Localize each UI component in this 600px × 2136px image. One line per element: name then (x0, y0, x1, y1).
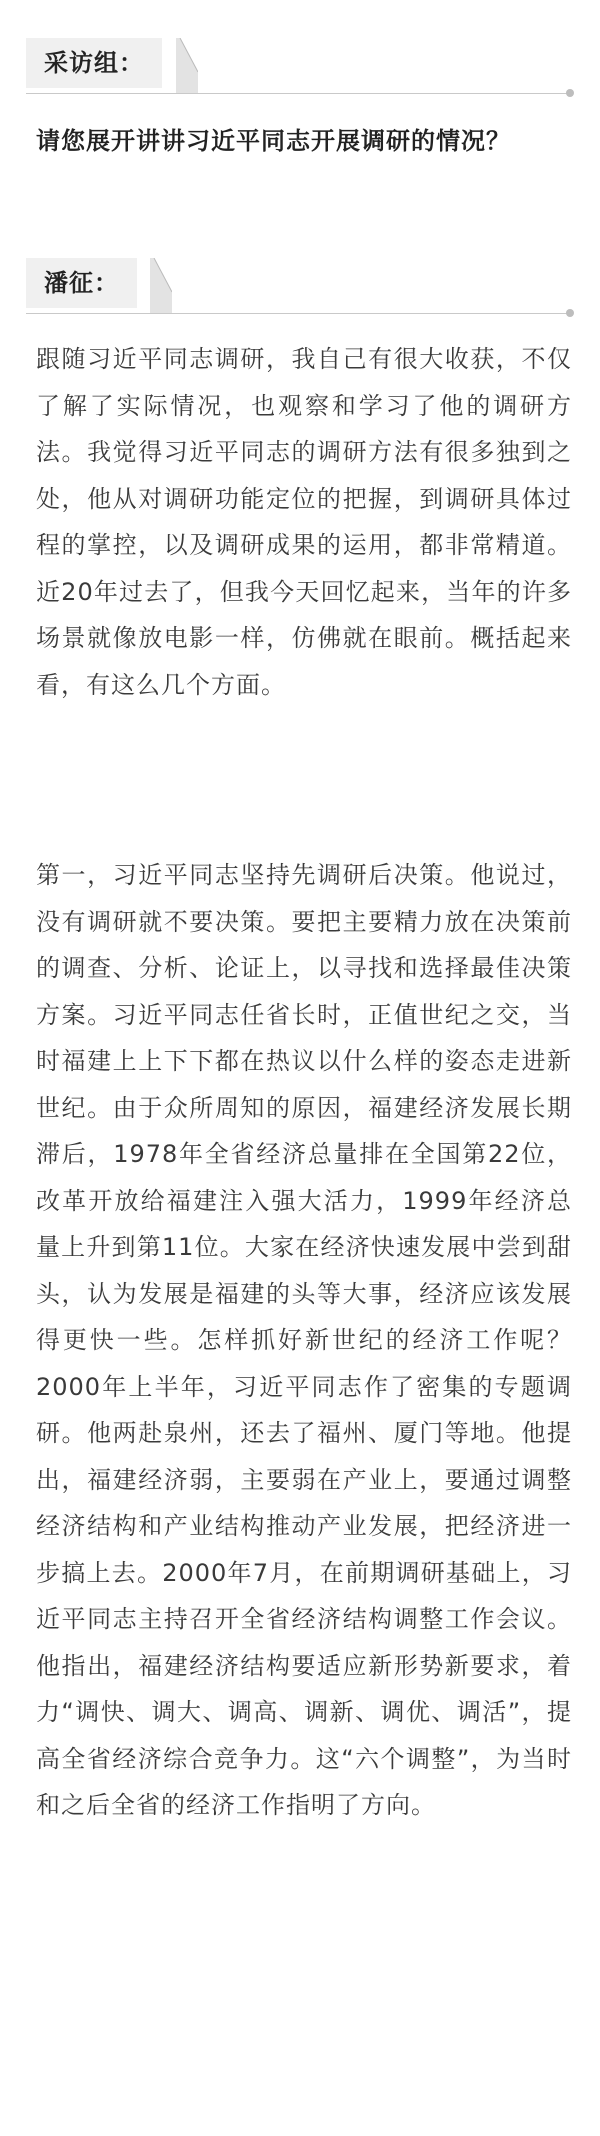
tag-fold-decoration (176, 38, 198, 98)
interview-question: 请您展开讲讲习近平同志开展调研的情况？ (36, 127, 511, 155)
interviewer-header (0, 30, 600, 100)
divider-line (26, 93, 570, 94)
respondent-header (0, 250, 600, 320)
tag-fold-decoration (150, 258, 172, 318)
divider-dot (566, 89, 574, 97)
answer-paragraph-2: 第一，习近平同志坚持先调研后决策。他说过，没有调研就不要决策。要把主要精力放在决策前的调查、分析、论证上，以寻找和选择最佳决策方案。习近平同志任省长时，正值世纪之交，当时福建上上下下都在热议以什么样的姿态走进新世纪。由于众所周知的原因，福建经济发展长期滞后，1978年全省经济总量排在全国第22位，改革开放给福建注入强大活力，1999年经济总量上升到第11位。大家在经济快速发展中尝到甜头，认为发展是福建的头等大事，经济应该发展得更快一些。怎样抓好新世纪的经济工作呢？2000年上半年，习近平同志作了密集的专题调研。他两赴泉州，还去了福州、厦门等地。他提出，福建经济弱，主要弱在产业上，要通过调整经济结构和产业结构推动产业发展，把经济进一步搞上去。2000年7月，在前期调研基础上，习近平同志主持召开全省经济结构调整工作会议。他指出，福建经济结构要适应新形势新要求，着力“调快、调大、调高、调新、调优、调活”，提高全省经济综合竞争力。这“六个调整”，为当时和之后全省的经济工作指明了方向。 (36, 861, 572, 1819)
divider-dot (566, 309, 574, 317)
respondent-label: 潘征： (26, 258, 137, 308)
divider-line (26, 313, 570, 314)
answer-paragraph-1: 跟随习近平同志调研，我自己有很大收获，不仅了解了实际情况，也观察和学习了他的调研方法。我觉得习近平同志的调研方法有很多独到之处，他从对调研功能定位的把握，到调研具体过程的掌控，以及调研成果的运用，都非常精道。近20年过去了，但我今天回忆起来，当年的许多场景就像放电影一样，仿佛就在眼前。概括起来看，有这么几个方面。 (36, 345, 572, 699)
interviewer-label: 采访组： (26, 38, 162, 88)
